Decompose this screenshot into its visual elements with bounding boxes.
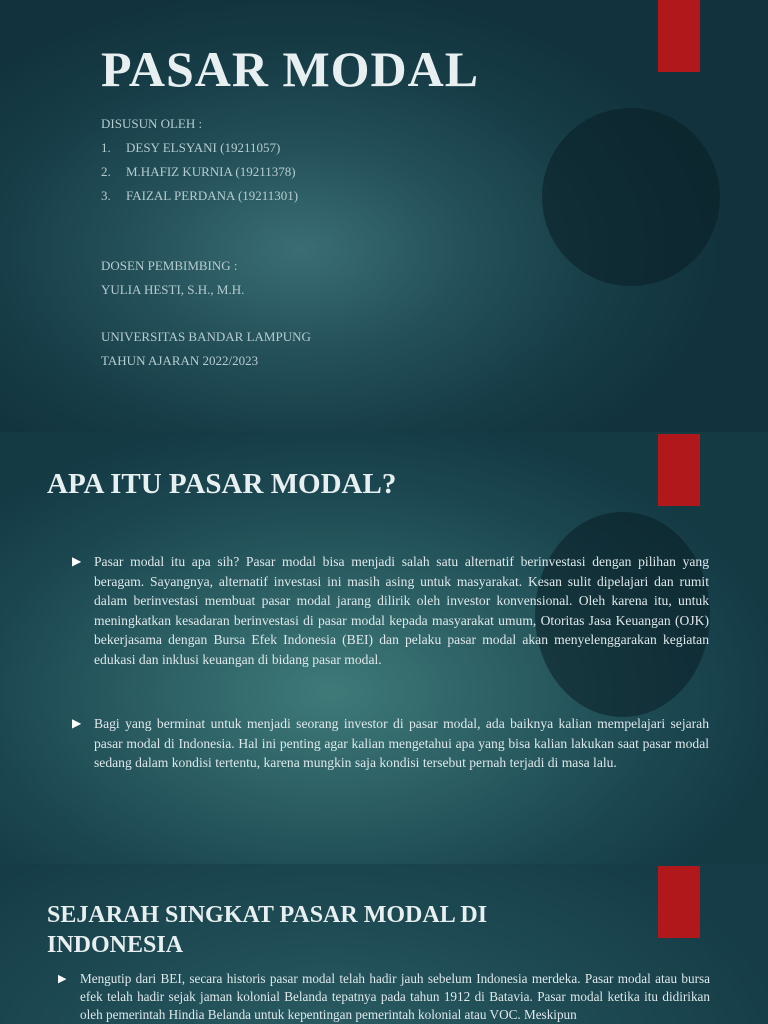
triangle-bullet-icon: ▶ — [72, 554, 82, 568]
bullet-text: Pasar modal itu apa sih? Pasar modal bisa menjadi salah satu alternatif berinvestasi dengan pilihan yang beragam. Sayangnya, alternatif investasi ini masih asing untuk masyarakat. Kesan sulit dipelajari dan rumit dalam berinvestasi membuat pasar modal jarang dilirik oleh investor konvensional. Oleh karena itu, untuk meningkatkan kesadaran berinvestasi di pasar modal kepada masyarakat umum, Otoritas Jasa Keuangan (OJK) bekerjasama dengan Bursa Efek Indonesia (BEI) dan pelaku pasar modal akan menyelenggarakan kegiatan edukasi dan inklusi keuangan di bidang pasar modal. — [94, 554, 709, 667]
red-accent-bar — [658, 434, 700, 506]
author-name: DESY ELSYANI (19211057) — [126, 140, 281, 155]
university-name: UNIVERSITAS BANDAR LAMPUNG — [101, 329, 311, 344]
slide-heading: APA ITU PASAR MODAL? — [47, 468, 397, 500]
advisor-block — [101, 254, 244, 302]
slide-title-page — [0, 0, 768, 432]
author-name: M.HAFIZ KURNIA (19211378) — [126, 164, 296, 179]
bullet-text: Bagi yang berminat untuk menjadi seorang investor di pasar modal, ada baiknya kalian mempelajari sejarah pasar modal di Indonesia. Hal ini penting agar kalian mengetahui apa yang bisa kalian lakukan saat pasar modal sedang dalam kondisi tertentu, karena mungkin saja kondisi tersebut pernah terjadi di masa lalu. — [94, 716, 709, 770]
authors-block — [101, 112, 298, 208]
compiled-by-label: DISUSUN OLEH : — [101, 116, 203, 131]
triangle-bullet-icon: ▶ — [58, 973, 67, 985]
slide-heading: SEJARAH SINGKAT PASAR MODAL DI INDONESIA — [47, 902, 488, 958]
bullet-item — [58, 970, 710, 1024]
decorative-circle — [542, 108, 720, 286]
author-name: FAIZAL PERDANA (19211301) — [126, 188, 299, 203]
author-item: 3. FAIZAL PERDANA (19211301) — [101, 184, 298, 208]
advisor-name: YULIA HESTI, S.H., M.H. — [101, 282, 245, 297]
advisor-label: DOSEN PEMBIMBING : — [101, 258, 238, 273]
red-accent-bar — [658, 866, 700, 938]
presentation-title: PASAR MODAL — [101, 41, 480, 97]
bullet-list — [72, 552, 709, 791]
slide-history — [0, 864, 768, 1024]
bullet-item — [72, 552, 709, 669]
slide-what-is-capital-market — [0, 432, 768, 864]
author-item: 2. M.HAFIZ KURNIA (19211378) — [101, 160, 298, 184]
institution-block — [101, 325, 311, 373]
academic-year: TAHUN AJARAN 2022/2023 — [101, 353, 259, 368]
bullet-list — [58, 970, 710, 1024]
author-item: 1. DESY ELSYANI (19211057) — [101, 136, 298, 160]
red-accent-bar — [658, 0, 700, 72]
bullet-item — [72, 714, 709, 773]
bullet-text: Mengutip dari BEI, secara historis pasar modal telah hadir jauh sebelum Indonesia merdeka. Pasar modal atau bursa efek telah hadir sejak jaman kolonial Belanda tepatnya pada tahun 1912 di Batavia. Pasar modal ketika itu didirikan oleh pemerintah Hindia Belanda untuk kepentingan pemerintah kolonial atau VOC. Meskipun — [80, 971, 710, 1022]
triangle-bullet-icon: ▶ — [72, 716, 82, 730]
